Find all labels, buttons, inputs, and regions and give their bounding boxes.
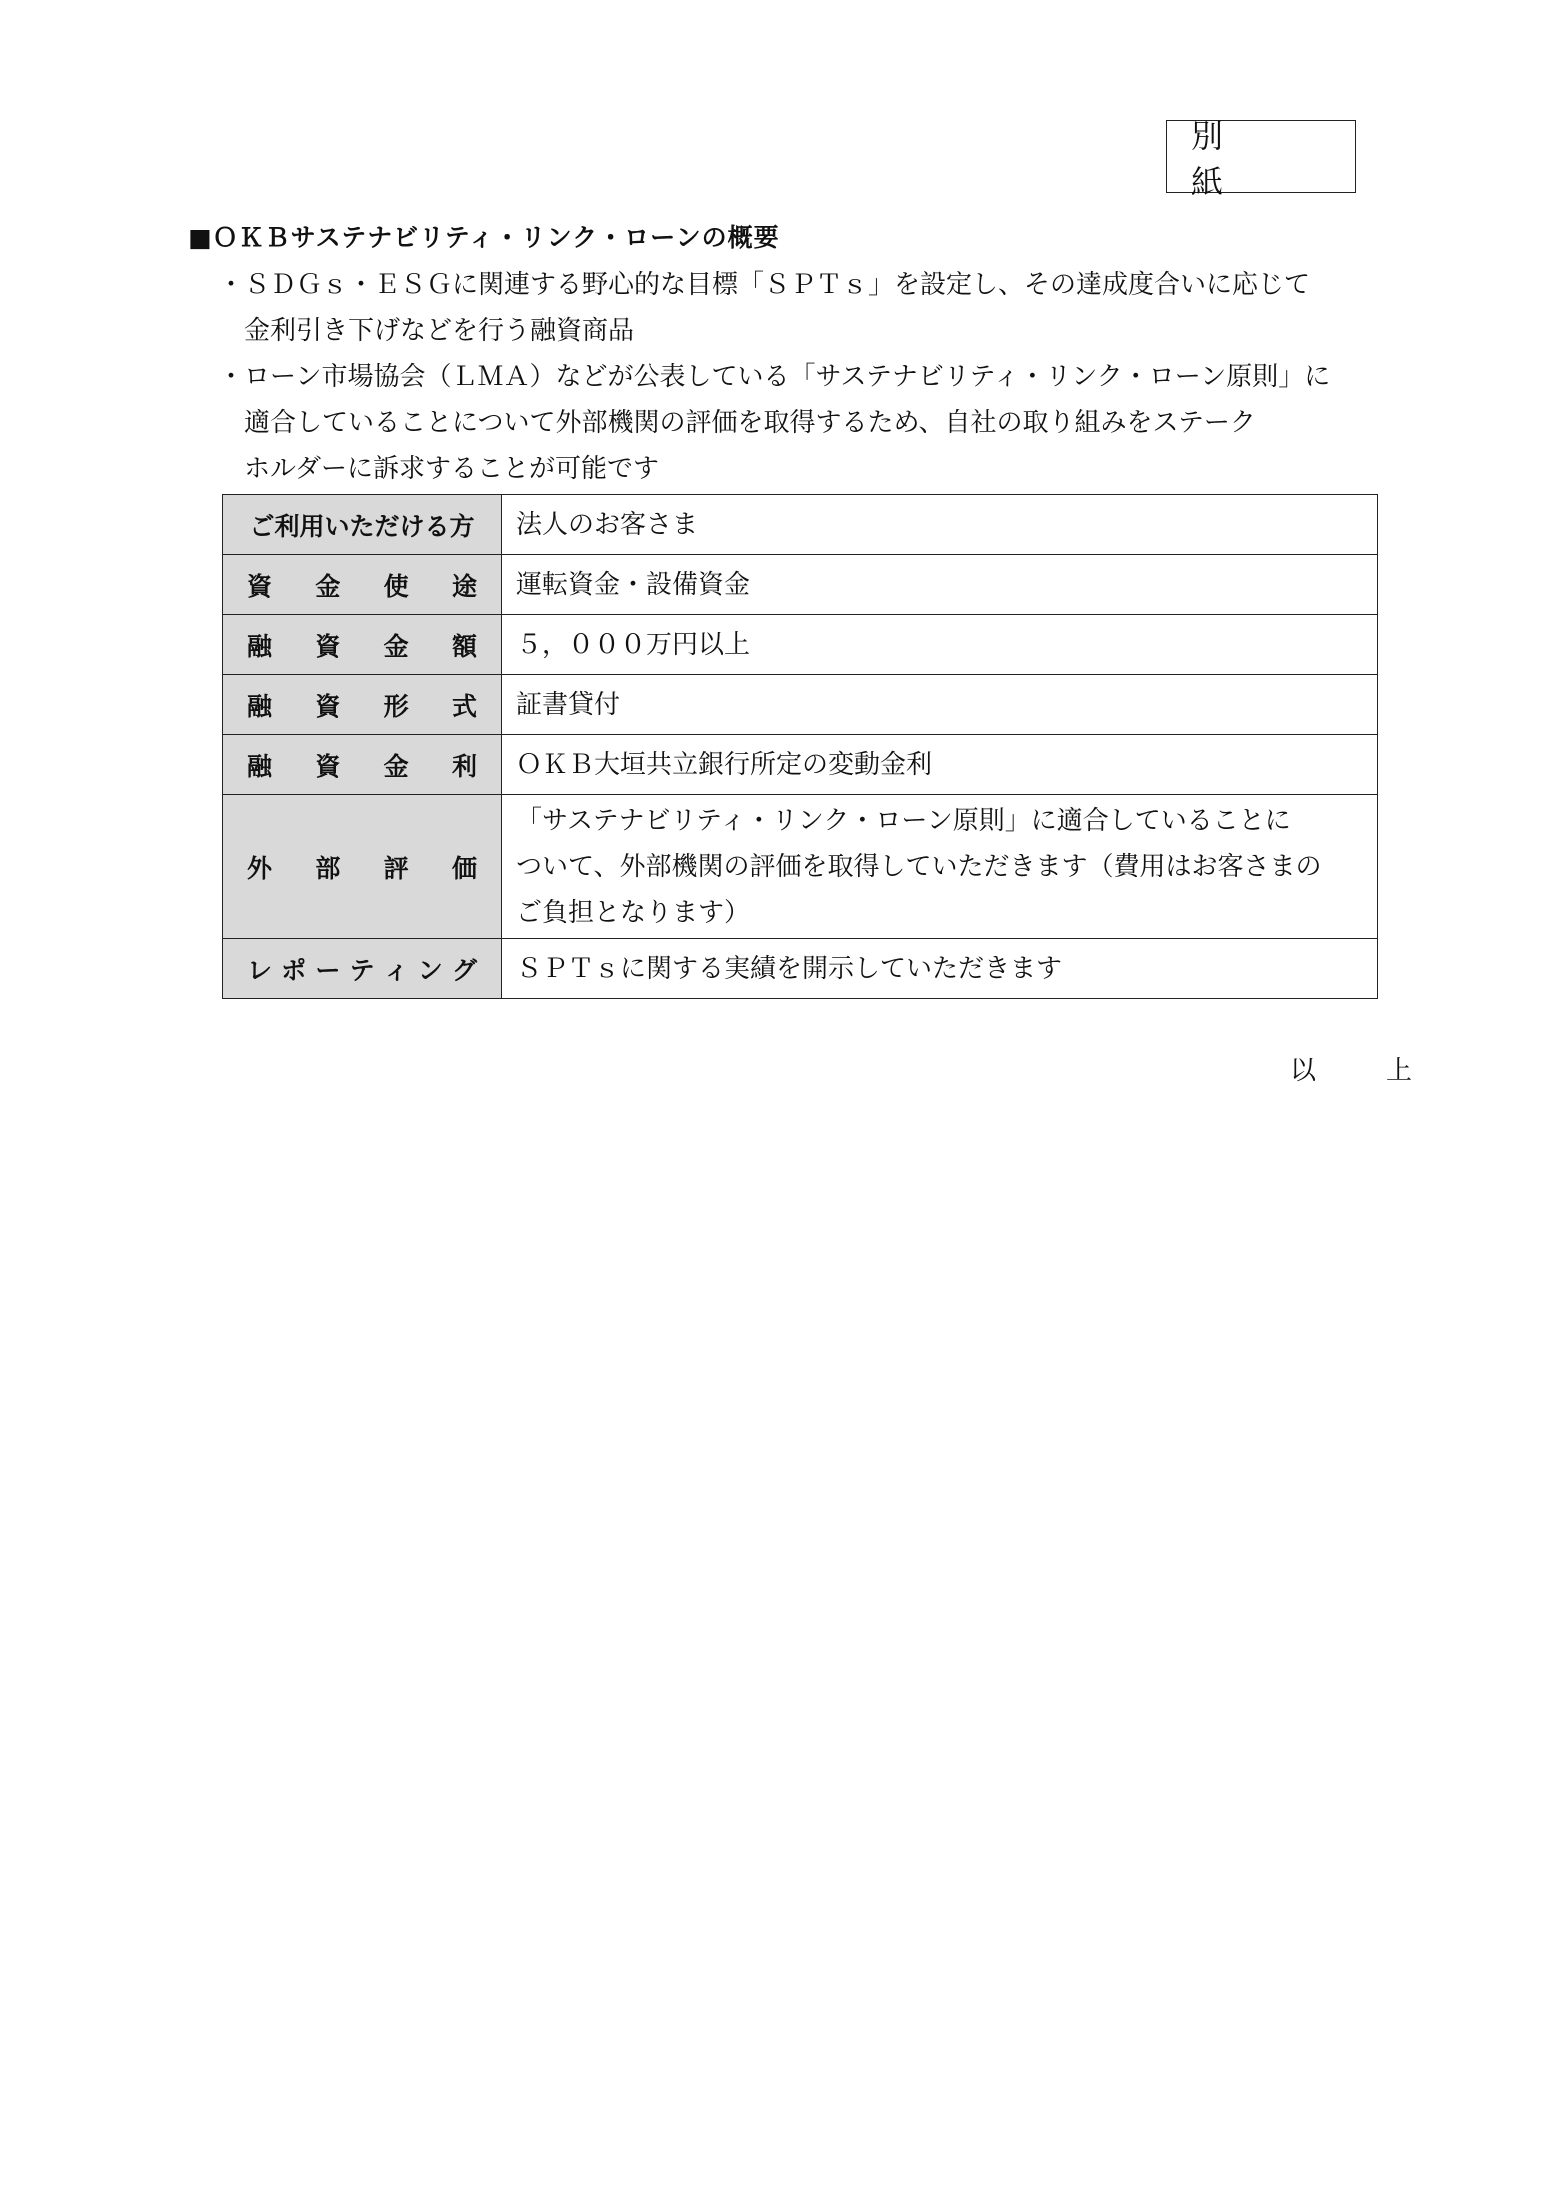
label-char: 部 — [315, 853, 341, 883]
row-label-text — [233, 687, 491, 723]
label-char: 評 — [383, 853, 409, 883]
label-char: 式 — [451, 691, 477, 721]
row-value: 「サステナビリティ・リンク・ローン原則」に適合していることに ついて、外部機関の評価を取得していただきます（費用はお客さまの ご負担となります） — [502, 795, 1378, 939]
row-label-text — [233, 567, 491, 603]
bullet-text: ＳＤＧｓ・ＥＳＧに関連する野心的な目標「ＳＰＴｓ」を設定し、その達成度合いに応じて 金利引き下げなどを行う融資商品 — [244, 270, 1311, 346]
label-char: 融 — [247, 751, 273, 781]
row-value: ５，０００万円以上 — [502, 615, 1378, 675]
label-char: ー — [315, 955, 341, 985]
row-label-text — [233, 627, 491, 663]
table-row — [223, 795, 1378, 939]
row-value: ＳＰＴｓに関する実績を開示していただきます — [502, 939, 1378, 999]
closing-text: 以 上 — [1290, 1056, 1435, 1086]
label-char: グ — [451, 955, 477, 985]
label-char: 金 — [383, 631, 409, 661]
table-row — [223, 555, 1378, 615]
bullet-mark: ・ — [218, 270, 245, 300]
label-char: 金 — [315, 571, 341, 601]
bullet-list — [218, 262, 1378, 492]
label-char: 外 — [247, 853, 273, 883]
row-label-text: ご利用いただける方 — [249, 511, 475, 541]
section-title: ■ＯＫＢサステナビリティ・リンク・ローンの概要 — [188, 223, 780, 252]
row-label — [223, 735, 502, 795]
row-value: 運転資金・設備資金 — [502, 555, 1378, 615]
label-char: 途 — [451, 571, 477, 601]
label-char: ィ — [383, 955, 409, 985]
row-value: 証書貸付 — [502, 675, 1378, 735]
attachment-label-box — [1166, 116, 1356, 201]
row-value: 法人のお客さま — [502, 495, 1378, 555]
label-char: 資 — [247, 571, 273, 601]
label-char: テ — [349, 955, 375, 985]
row-label — [223, 795, 502, 939]
loan-summary-table — [222, 494, 1378, 999]
label-char: 資 — [315, 751, 341, 781]
label-char: 資 — [315, 631, 341, 661]
bullet-text: ローン市場協会（ＬＭＡ）などが公表している「サステナビリティ・リンク・ローン原則」に 適合していることについて外部機関の評価を取得するため、自社の取り組みをステーク ホルダーに訴求することが可能です — [244, 362, 1331, 484]
row-label — [223, 939, 502, 999]
label-char: ン — [417, 955, 443, 985]
table-row — [223, 939, 1378, 999]
table-row — [223, 735, 1378, 795]
label-char: 融 — [247, 691, 273, 721]
attachment-label: 別 紙 — [1191, 116, 1304, 201]
label-char: レ — [247, 955, 273, 985]
table-row — [223, 675, 1378, 735]
label-char: 額 — [451, 631, 477, 661]
table-row — [223, 615, 1378, 675]
bullet-mark: ・ — [218, 362, 245, 392]
bullet-item — [218, 354, 1378, 492]
label-char: 使 — [383, 571, 409, 601]
row-label — [223, 675, 502, 735]
label-char: 利 — [451, 751, 477, 781]
label-char: ポ — [281, 955, 307, 985]
row-label — [223, 555, 502, 615]
label-char: 融 — [247, 631, 273, 661]
label-char: 価 — [451, 853, 477, 883]
label-char: 資 — [315, 691, 341, 721]
table-row — [223, 495, 1378, 555]
row-label-text — [233, 849, 491, 885]
label-char: 金 — [383, 751, 409, 781]
row-label-text — [233, 747, 491, 783]
row-label — [223, 615, 502, 675]
row-label-text — [233, 951, 491, 987]
bullet-item — [218, 262, 1378, 354]
label-char: 形 — [383, 691, 409, 721]
row-value: ＯＫＢ大垣共立銀行所定の変動金利 — [502, 735, 1378, 795]
row-label — [223, 495, 502, 555]
